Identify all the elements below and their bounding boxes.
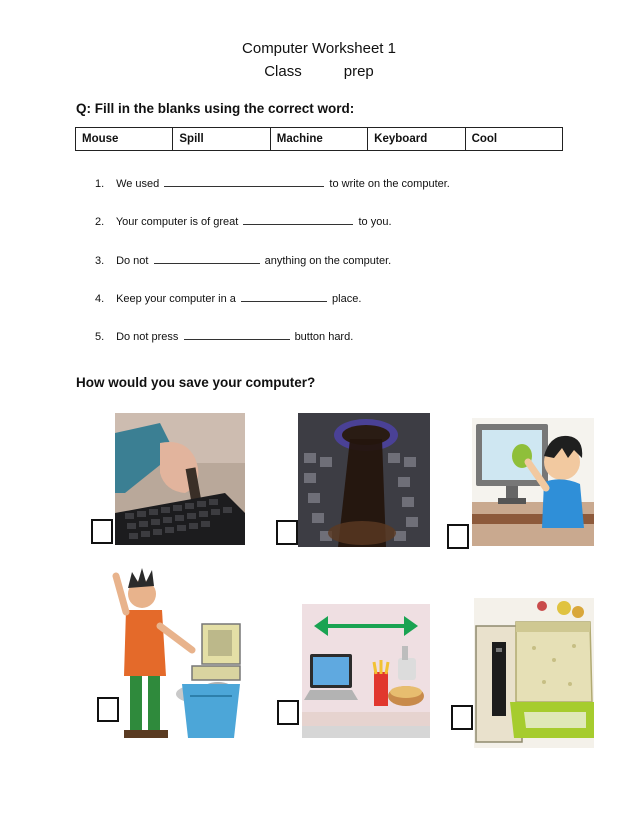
question-1-heading: Q: Fill in the blanks using the correct word:	[76, 101, 355, 116]
word-bank-cell: Cool	[465, 128, 562, 151]
item-number: 2.	[95, 216, 105, 229]
answer-checkbox[interactable]	[91, 519, 113, 544]
spilled-cup-illustration	[298, 413, 430, 547]
angry-at-computer-picture	[106, 566, 244, 742]
item-number: 1.	[95, 178, 105, 190]
answer-checkbox[interactable]	[451, 705, 473, 730]
word-bank-cell: Spill	[173, 128, 270, 151]
item-text-after: button hard.	[294, 331, 354, 344]
answer-blank[interactable]	[184, 329, 290, 340]
fill-blank-item	[95, 329, 450, 367]
covered-computer-illustration	[474, 598, 594, 748]
answer-blank[interactable]	[241, 291, 327, 302]
class-label: Class	[264, 63, 302, 80]
question-2-heading: How would you save your computer?	[76, 375, 316, 390]
spill-on-keyboard-picture	[298, 413, 430, 547]
answer-checkbox[interactable]	[447, 524, 469, 549]
item-text-before: Do not	[116, 254, 149, 267]
worksheet-title: Computer Worksheet 1	[242, 40, 396, 57]
fill-blank-item	[95, 214, 450, 252]
angry-man-illustration	[106, 566, 244, 742]
answer-blank[interactable]	[154, 253, 260, 264]
item-number: 3.	[95, 254, 105, 267]
item-text-after: to write on the computer.	[329, 178, 450, 190]
word-bank-cell: Keyboard	[368, 128, 465, 151]
item-text-after: anything on the computer.	[264, 254, 392, 267]
brush-keyboard-illustration	[115, 413, 245, 545]
item-text-after: place.	[332, 292, 362, 305]
fill-blank-item	[95, 176, 450, 214]
fill-blank-list	[95, 176, 450, 367]
word-bank-cell: Mouse	[76, 128, 173, 151]
answer-checkbox[interactable]	[277, 700, 299, 725]
answer-checkbox[interactable]	[97, 697, 119, 722]
class-line	[0, 63, 638, 80]
fill-blank-item	[95, 291, 450, 329]
item-text-before: Your computer is of great	[115, 216, 239, 229]
cleaning-keyboard-picture	[115, 413, 245, 545]
laptop-and-food-illustration	[302, 604, 430, 738]
item-number: 5.	[95, 331, 105, 344]
computer-dust-cover-picture	[474, 598, 594, 748]
item-text-before: We used	[116, 178, 160, 190]
item-text-after: to you.	[358, 216, 392, 229]
boy-cleaning-monitor-illustration	[472, 418, 594, 546]
item-text-before: Do not press	[116, 331, 179, 344]
answer-checkbox[interactable]	[276, 520, 298, 545]
word-bank-table	[75, 127, 563, 151]
answer-blank[interactable]	[164, 176, 324, 187]
answer-blank[interactable]	[243, 214, 353, 225]
wiping-screen-picture	[472, 418, 594, 546]
food-away-from-laptop-picture	[302, 604, 430, 738]
fill-blank-item	[95, 253, 450, 291]
item-text-before: Keep your computer in a	[116, 292, 236, 305]
word-bank-cell: Machine	[270, 128, 367, 151]
class-value: prep	[343, 63, 374, 80]
item-number: 4.	[95, 292, 105, 305]
